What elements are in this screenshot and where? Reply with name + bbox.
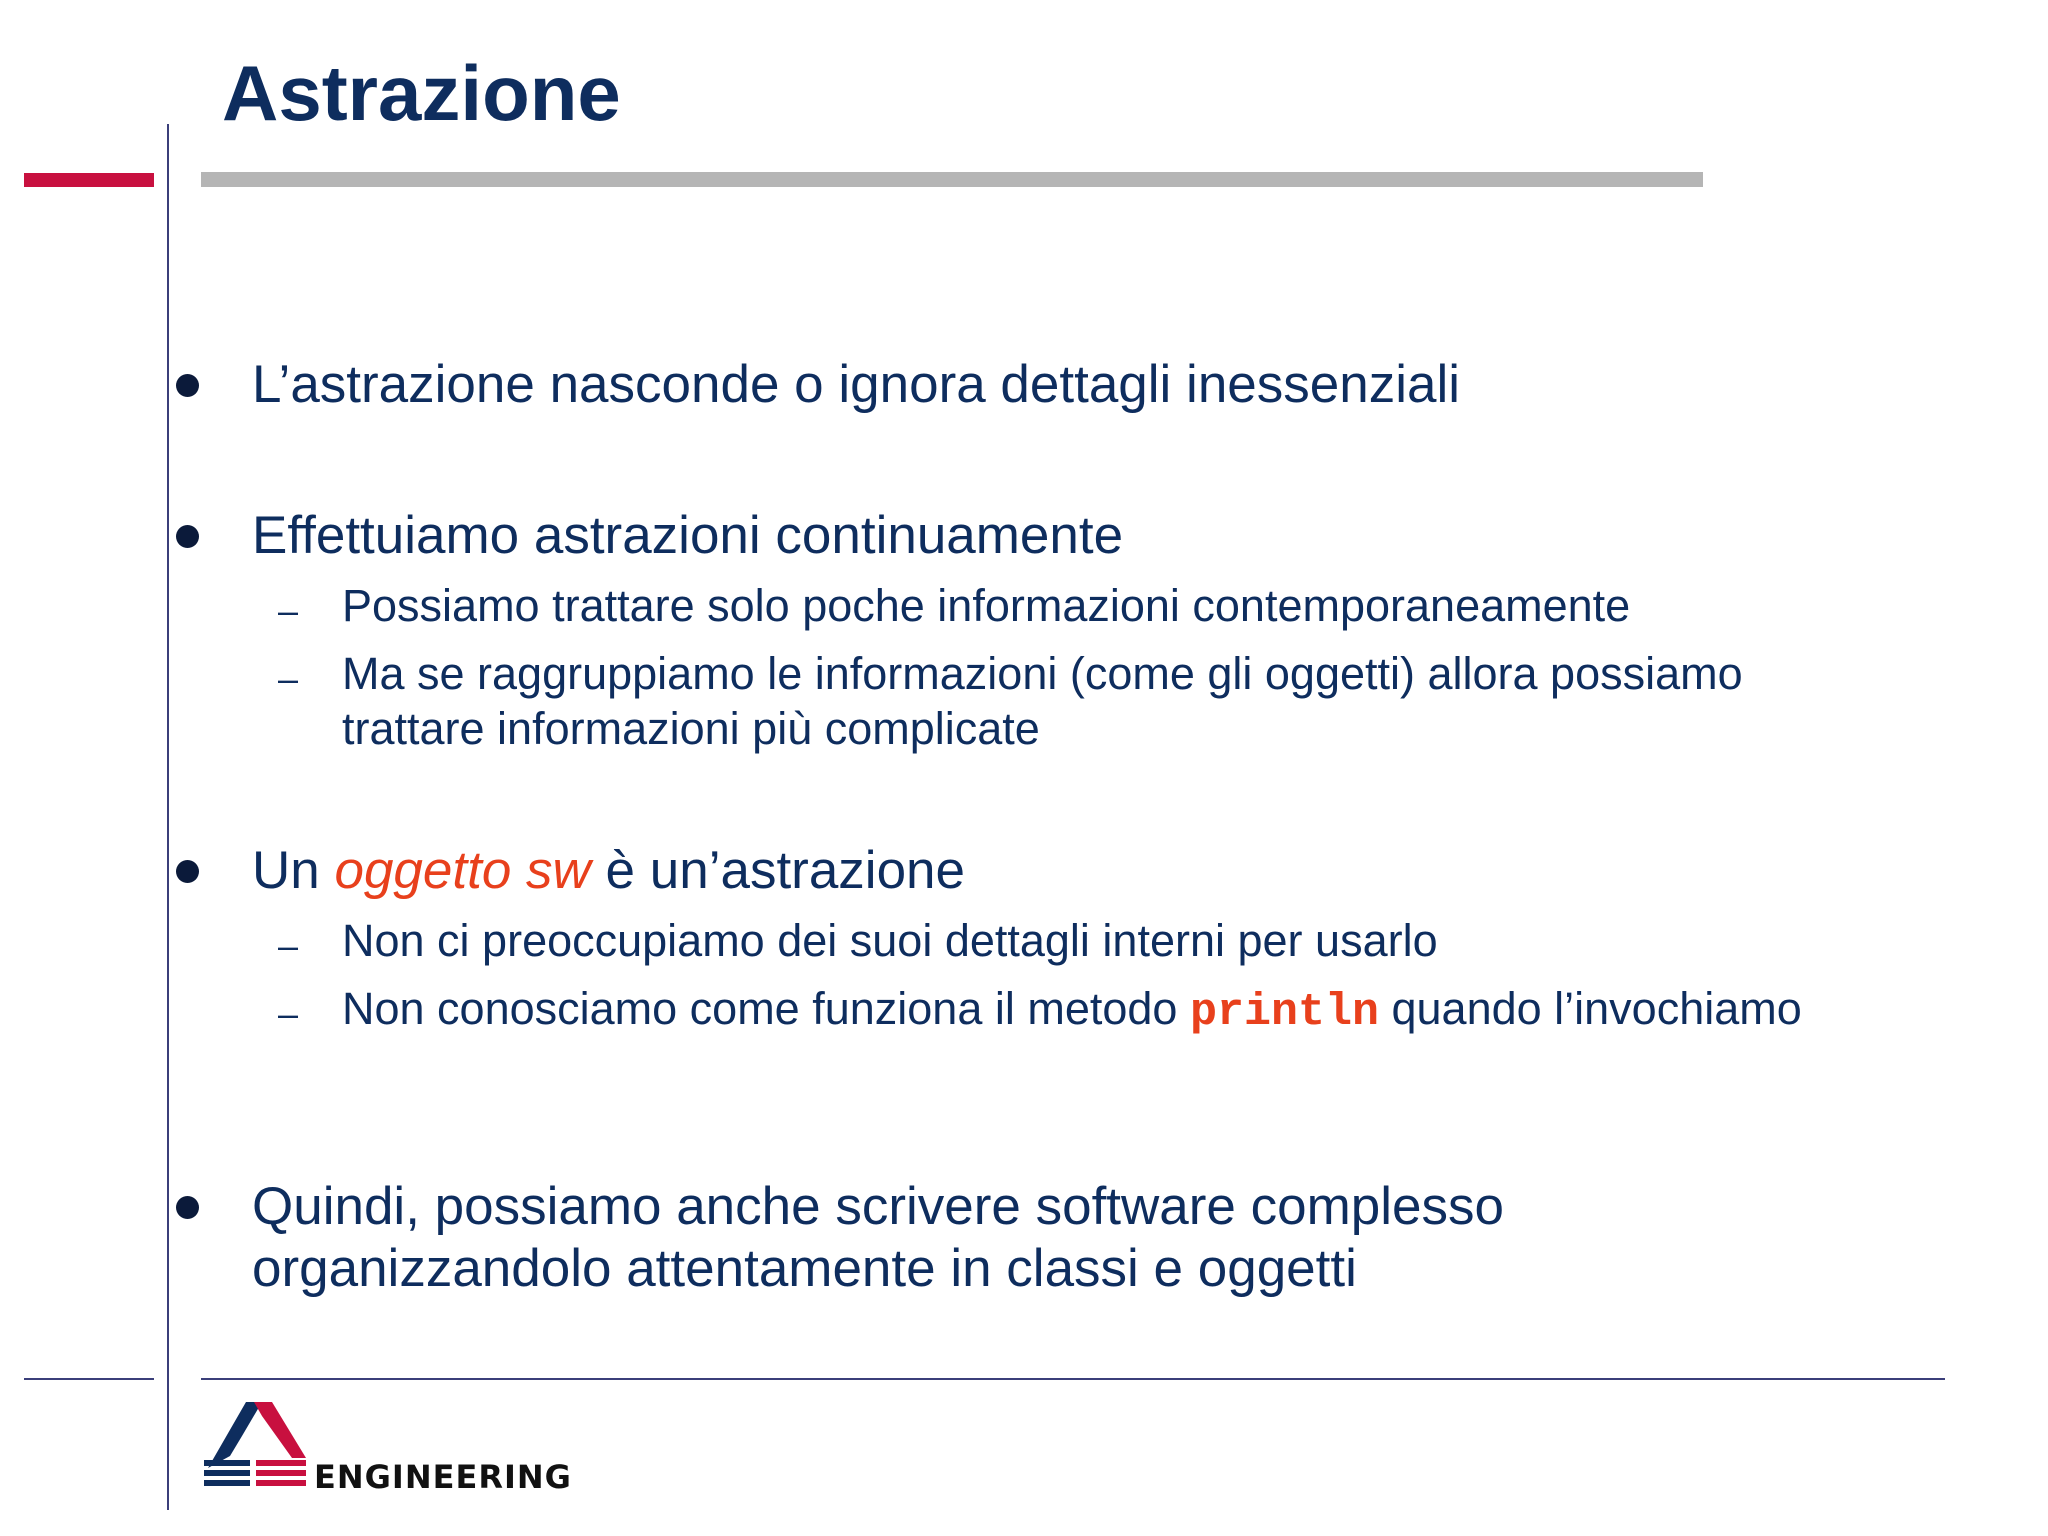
bullet-text: Quindi, possiamo anche scrivere software complesso organizzandolo attentamente in classi e oggetti [252,1177,1504,1298]
accent-term: oggetto sw [334,841,591,900]
dash-icon: – [278,925,299,966]
bullet-prefix: Un [252,841,335,900]
bullet-dot-icon [176,525,199,548]
bullet-dot-icon [176,374,199,397]
red-accent-bar [24,173,154,187]
bullet-suffix: è un’astrazione [590,841,966,900]
footer-rule-right [201,1378,1945,1380]
footer-rule-left [24,1378,154,1380]
slide-title: Astrazione [222,49,621,137]
bullet-text: Effettuiamo astrazioni continuamente [252,506,1124,565]
title-underline-bar [201,172,1703,187]
sub-bullet-text: Possiamo trattare solo poche informazioni contemporaneamente [342,580,1631,631]
sub-suffix: quando l’invochiamo [1378,983,1802,1034]
bullet-text [252,840,1792,902]
vertical-rule [167,124,169,1510]
logo-wordmark: ENGINEERING [314,1458,572,1496]
sub-prefix: Non conosciamo come funziona il metodo [342,983,1190,1034]
code-term: println [1189,987,1379,1038]
dash-icon: – [278,658,299,699]
sub-bullet-text: Ma se raggruppiamo le informazioni (come gli oggetti) allora possiamo trattare informazioni più complicate [342,648,1743,754]
bullet-dot-icon [176,860,199,883]
sub-bullet-text: Non ci preoccupiamo dei suoi dettagli interni per usarlo [342,915,1438,966]
bullet-dot-icon [176,1196,199,1219]
dash-icon: – [278,993,299,1034]
dash-icon: – [278,590,299,631]
sub-bullet-text [342,981,1802,1040]
bullet-text: L’astrazione nasconde o ignora dettagli inessenziali [252,355,1461,414]
